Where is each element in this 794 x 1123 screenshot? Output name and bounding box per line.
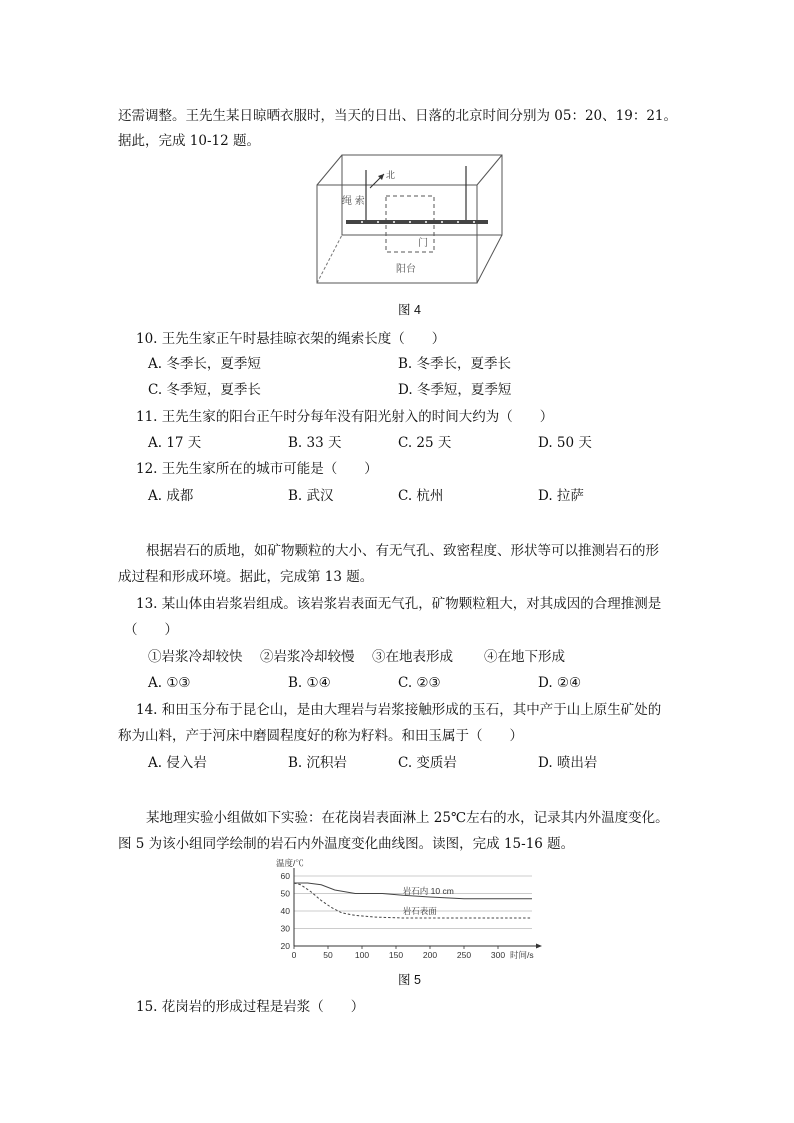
- q14-stem-line2: 称为山料，产于河床中磨圆程度好的称为籽料。和田玉属于（ ）: [118, 728, 523, 744]
- q11-option-d[interactable]: D. 50 天: [538, 435, 592, 451]
- q10-option-a[interactable]: A. 冬季长，夏季短: [148, 356, 261, 372]
- intro2-line1: 根据岩石的质地，如矿物颗粒的大小、有无气孔、致密程度、形状等可以推测岩石的形: [146, 543, 659, 559]
- q10-stem: 10. 王先生家正午时悬挂晾衣架的绳索长度（ ）: [136, 331, 446, 347]
- q15-stem: 15. 花岗岩的形成过程是岩浆（ ）: [136, 999, 365, 1015]
- intro3-line1: 某地理实验小组做如下实验：在花岗岩表面淋上 25℃左右的水，记录其内外温度变化。: [146, 810, 669, 826]
- label-north: 北: [386, 170, 396, 180]
- x-tick-label: 50: [323, 950, 333, 960]
- y-tick-label: 50: [280, 888, 290, 899]
- q13-statement-4: ④在地下形成: [484, 649, 565, 665]
- q11-option-c[interactable]: C. 25 天: [398, 435, 452, 451]
- x-tick-label: 150: [388, 950, 404, 960]
- q14-option-b[interactable]: B. 沉积岩: [288, 755, 348, 771]
- q11-option-a[interactable]: A. 17 天: [148, 435, 202, 451]
- x-tick-label: 300: [490, 950, 506, 960]
- q13-statement-1: ①岩浆冷却较快: [148, 649, 243, 665]
- q13-stem-line2: （ ）: [124, 622, 178, 638]
- label-rope: 绳 索: [342, 196, 365, 207]
- x-axis-arrow: [536, 944, 542, 949]
- q11-stem: 11. 王先生家的阳台正午时分每年没有阳光射入的时间大约为（ ）: [136, 409, 554, 425]
- x-tick-label: 0: [291, 950, 297, 960]
- y-tick-label: 60: [280, 871, 290, 881]
- x-axis-label: 时间/s: [510, 950, 534, 960]
- q14-option-d[interactable]: D. 喷出岩: [538, 755, 598, 771]
- q14-option-a[interactable]: A. 侵入岩: [148, 755, 207, 771]
- figure-5-temperature-chart: [272, 856, 562, 962]
- q14-stem-line1: 14. 和田玉分布于昆仑山，是由大理岩与岩浆接触形成的玉石，其中产于山上原生矿处的: [136, 702, 662, 718]
- x-tick-label: 100: [354, 950, 370, 960]
- q13-option-c[interactable]: C. ②③: [398, 675, 441, 691]
- q10-option-d[interactable]: D. 冬季短，夏季短: [398, 382, 512, 398]
- x-tick-label: 250: [456, 950, 472, 960]
- intro2-line2: 成过程和形成环境。据此，完成第 13 题。: [118, 569, 374, 585]
- q10-option-c[interactable]: C. 冬季短，夏季长: [148, 382, 261, 398]
- y-tick-label: 40: [280, 906, 290, 916]
- series-label-2: 岩石表面: [402, 906, 437, 917]
- q12-option-d[interactable]: D. 拉萨: [538, 488, 584, 504]
- intro1-line2: 据此，完成 10-12 题。: [118, 133, 261, 149]
- q12-option-a[interactable]: A. 成都: [148, 488, 194, 504]
- intro3-line2: 图 5 为该小组同学绘制的岩石内外温度变化曲线图。读图，完成 15-16 题。: [118, 836, 575, 852]
- q10-option-b[interactable]: B. 冬季长，夏季长: [398, 356, 512, 372]
- q13-option-d[interactable]: D. ②④: [538, 675, 582, 691]
- q13-option-a[interactable]: A. ①③: [148, 675, 191, 691]
- q13-statement-3: ③在地表形成: [372, 649, 453, 665]
- intro1-line1: 还需调整。王先生某日晾晒衣服时，当天的日出、日落的北京时间分别为 05：20、19：21。: [118, 108, 678, 124]
- q11-option-b[interactable]: B. 33 天: [288, 435, 342, 451]
- q13-statement-2: ②岩浆冷却较慢: [260, 649, 355, 665]
- q12-option-c[interactable]: C. 杭州: [398, 488, 444, 504]
- series-label-1: 岩石内 10 cm: [402, 886, 454, 896]
- x-tick-label: 200: [422, 950, 438, 960]
- label-balcony: 阳台: [396, 264, 416, 275]
- y-tick-label: 30: [280, 923, 290, 934]
- y-tick-label: 20: [280, 941, 290, 951]
- y-axis-label: 温度/℃: [276, 858, 304, 868]
- q13-option-b[interactable]: B. ①④: [288, 675, 331, 691]
- figure-5-caption: 图 5: [398, 973, 421, 987]
- q13-stem-line1: 13. 某山体由岩浆岩组成。该岩浆岩表面无气孔，矿物颗粒粗大，对其成因的合理推测是: [136, 596, 662, 612]
- label-door: 门: [418, 238, 428, 249]
- q12-option-b[interactable]: B. 武汉: [288, 488, 334, 504]
- q12-stem: 12. 王先生家所在的城市可能是（ ）: [136, 461, 378, 477]
- figure-4-caption: 图 4: [398, 303, 421, 317]
- q14-option-c[interactable]: C. 变质岩: [398, 755, 457, 771]
- figure-4-balcony-diagram: [312, 152, 508, 288]
